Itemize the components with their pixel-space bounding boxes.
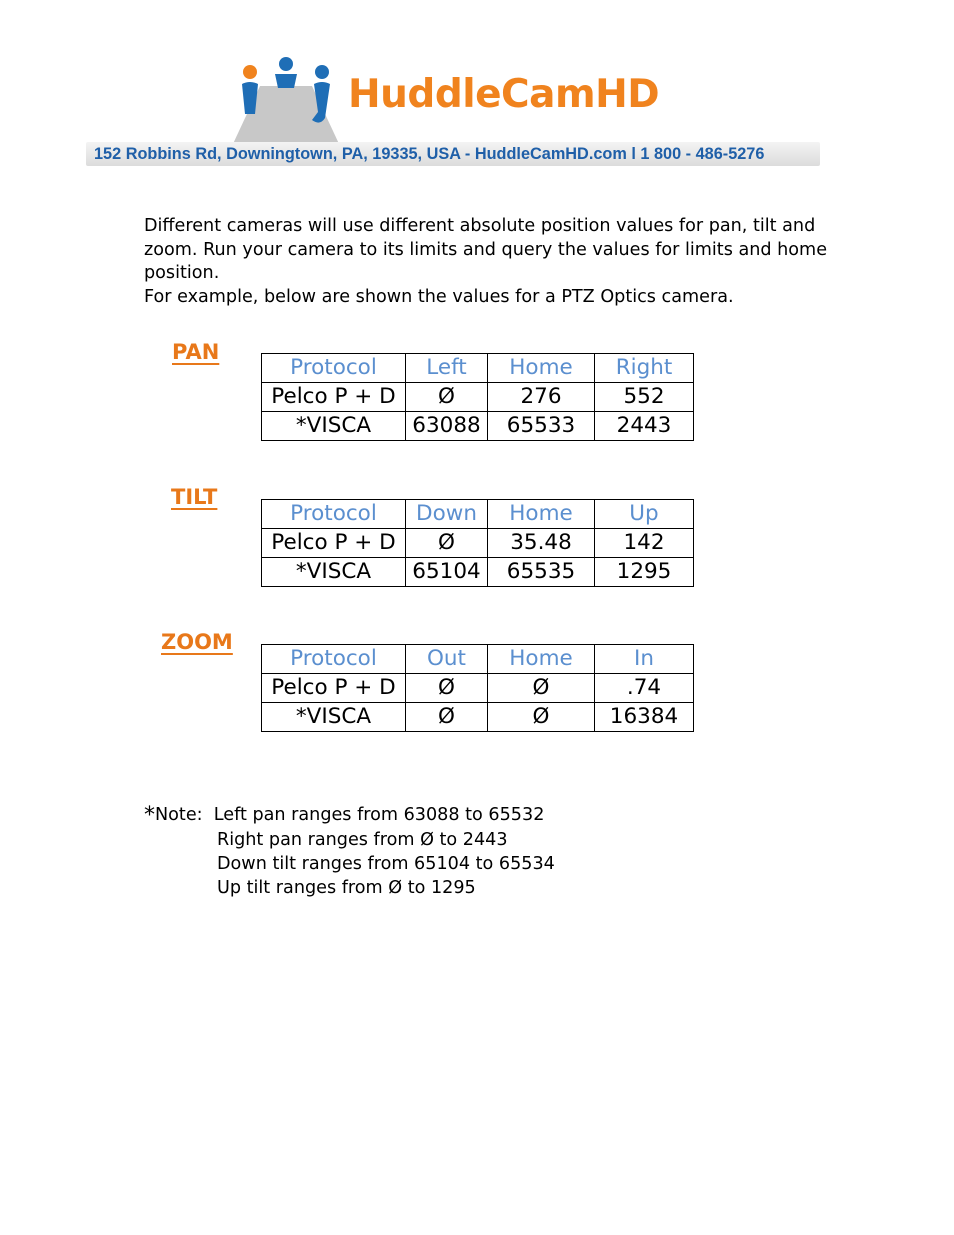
table-cell: Pelco P + D bbox=[262, 383, 406, 412]
note-asterisk: * bbox=[144, 803, 155, 828]
note-line: Up tilt ranges from Ø to 1295 bbox=[217, 878, 476, 898]
table-cell: 1295 bbox=[595, 558, 694, 587]
table-cell: Ø bbox=[488, 674, 595, 703]
table-row bbox=[262, 703, 694, 732]
table-header-cell: Down bbox=[406, 500, 488, 529]
table-cell: *VISCA bbox=[262, 558, 406, 587]
table-header-cell: Home bbox=[488, 500, 595, 529]
pan-heading: PAN bbox=[172, 340, 220, 364]
table-cell: .74 bbox=[595, 674, 694, 703]
table-cell: 63088 bbox=[406, 412, 488, 441]
table-header-cell: Out bbox=[406, 645, 488, 674]
table-cell: 16384 bbox=[595, 703, 694, 732]
table-cell: 65535 bbox=[488, 558, 595, 587]
table-row bbox=[262, 558, 694, 587]
table-header-cell: Left bbox=[406, 354, 488, 383]
table-header-cell: In bbox=[595, 645, 694, 674]
table-header-cell: Protocol bbox=[262, 354, 406, 383]
table-header-cell: Home bbox=[488, 645, 595, 674]
intro-text bbox=[144, 215, 864, 309]
table-cell: Pelco P + D bbox=[262, 529, 406, 558]
company-logo bbox=[228, 54, 688, 146]
people-logo-icon bbox=[228, 54, 344, 146]
tilt-heading: TILT bbox=[171, 485, 218, 509]
table-row bbox=[262, 674, 694, 703]
note-line: Down tilt ranges from 65104 to 65534 bbox=[217, 854, 555, 874]
company-address: 152 Robbins Rd, Downingtown, PA, 19335, USA - HuddleCamHD.com l 1 800 - 486-5276 bbox=[86, 142, 820, 166]
table-cell: 276 bbox=[488, 383, 595, 412]
table-header-cell: Home bbox=[488, 354, 595, 383]
note-block bbox=[144, 803, 555, 900]
zoom-heading: ZOOM bbox=[161, 630, 233, 654]
table-cell: Ø bbox=[406, 703, 488, 732]
table-row bbox=[262, 383, 694, 412]
table-header-row bbox=[262, 354, 694, 383]
zoom-table bbox=[261, 644, 694, 732]
table-cell: 65104 bbox=[406, 558, 488, 587]
table-row bbox=[262, 529, 694, 558]
table-header-cell: Protocol bbox=[262, 645, 406, 674]
tilt-table bbox=[261, 499, 694, 587]
table-header-row bbox=[262, 645, 694, 674]
table-cell: Ø bbox=[406, 674, 488, 703]
table-cell: 552 bbox=[595, 383, 694, 412]
note-prefix: Note: bbox=[155, 805, 203, 825]
table-cell: 65533 bbox=[488, 412, 595, 441]
intro-paragraph: Different cameras will use different absolute position values for pan, tilt and zoom. Run your camera to its limits and query the values for limits and home position. bbox=[144, 216, 828, 283]
table-cell: *VISCA bbox=[262, 703, 406, 732]
table-cell: *VISCA bbox=[262, 412, 406, 441]
table-header-cell: Right bbox=[595, 354, 694, 383]
table-cell: 2443 bbox=[595, 412, 694, 441]
table-cell: 35.48 bbox=[488, 529, 595, 558]
intro-paragraph: For example, below are shown the values for a PTZ Optics camera. bbox=[144, 286, 734, 307]
table-cell: Ø bbox=[406, 529, 488, 558]
table-header-row bbox=[262, 500, 694, 529]
table-header-cell: Up bbox=[595, 500, 694, 529]
table-header-cell: Protocol bbox=[262, 500, 406, 529]
table-cell: 142 bbox=[595, 529, 694, 558]
table-row bbox=[262, 412, 694, 441]
note-line: Left pan ranges from 63088 to 65532 bbox=[213, 805, 545, 825]
table-cell: Pelco P + D bbox=[262, 674, 406, 703]
note-line: Right pan ranges from Ø to 2443 bbox=[217, 830, 508, 850]
pan-table bbox=[261, 353, 694, 441]
brand-name: HuddleCamHD bbox=[348, 72, 660, 117]
table-cell: Ø bbox=[488, 703, 595, 732]
table-cell: Ø bbox=[406, 383, 488, 412]
